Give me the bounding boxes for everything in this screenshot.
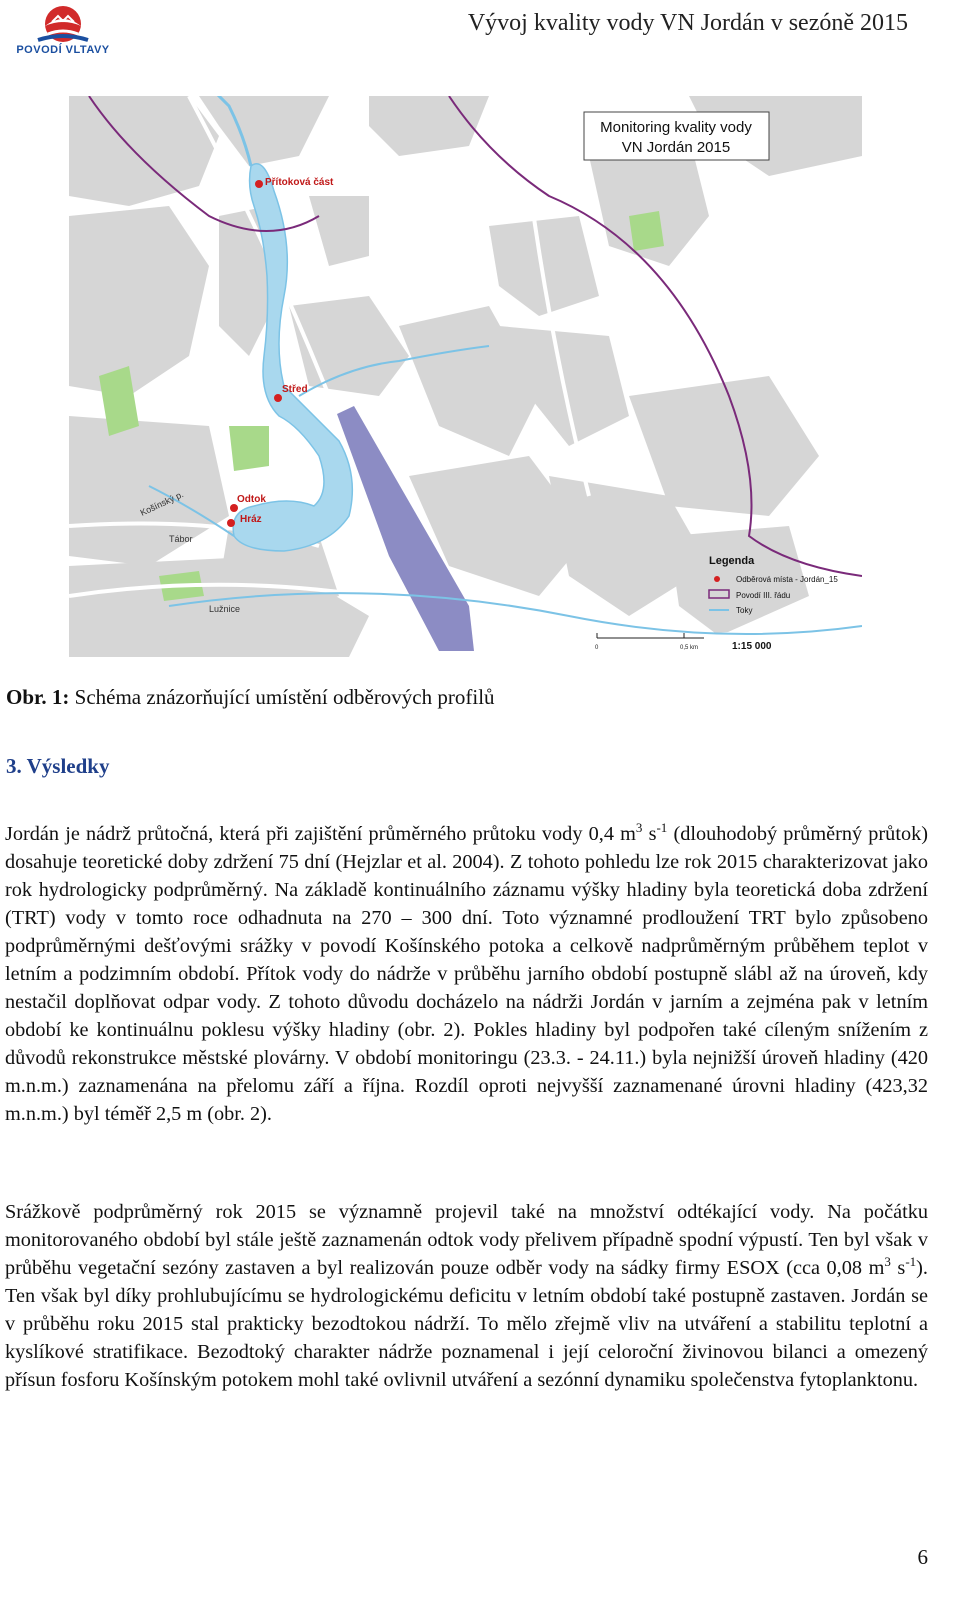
label-tabor: Tábor [169,534,193,544]
label-odtok: Odtok [237,494,266,505]
scale-ratio: 1:15 000 [732,641,772,652]
povodi-vltavy-logo [8,4,118,58]
logo-emblem-icon [8,4,118,48]
paragraph-2-text-c: ). Ten však byl díky prohlubujícímu se hydrologickému deficitu v letním období také postupně zastaven. Jordán se v průběhu roku 2015 stal prakticky bezodtokou nádrží. To mělo zřejmě vliv na utváření a stabilitu teplotní a kyslíkové stratifikace. Bezodtoký charakter nádrže poznamenal i její celoroční živinovou bilanci a omezený přísun fosforu Košínským potokem mohl také ovlivnil utváření a sezónní dynamiku společenstva fytoplanktonu. [5,1257,928,1391]
legend-title: Legenda [709,555,755,567]
paragraph-2 [5,1198,928,1394]
paragraph-2-text-b: s [890,1257,906,1279]
paragraph-2-sup-2: -1 [905,1254,917,1269]
sample-point-odtok [230,504,238,512]
label-stred: Střed [282,384,308,395]
scale-half: 0,5 km [680,645,699,651]
page-header-title: Vývoj kvality vody VN Jordán v sezóně 2015 [467,10,908,36]
scale-zero: 0 [595,645,599,651]
map-title-line2: VN Jordán 2015 [621,139,731,156]
sample-point-hraz [227,519,235,527]
paragraph-1-text-b: s [642,823,657,845]
logo-text: POVODÍ VLTAVY [16,44,110,56]
figure-caption-label: Obr. 1: [6,685,70,709]
paragraph-1-sup-1: 3 [635,820,643,835]
legend-item-rivers: Toky [736,606,753,615]
figure-caption-text: Schéma znázorňující umístění odběrových profilů [69,685,495,709]
monitoring-map [69,96,862,657]
figure-caption [6,685,495,710]
paragraph-1 [5,820,928,1128]
sample-point-pritokova [255,180,263,188]
legend-item-points: Odběrová místa - Jordán_15 [736,575,838,584]
page-number: 6 [917,1545,928,1569]
section-title: 3. Výsledky [6,754,110,778]
label-luznice: Lužnice [209,604,241,614]
label-hraz: Hráz [240,514,262,525]
paragraph-1-sup-2: -1 [656,820,668,835]
paragraph-2-sup-1: 3 [884,1254,891,1269]
label-kosinsky: Košínský p. [138,489,186,518]
sample-point-stred [274,394,282,402]
paragraph-2-text-a: Srážkově podprůměrný rok 2015 se významně projevil také na množství odtékající vody. Na počátku monitorovaného období byl stále ještě zaznamenán odtok vody přelivem případně spodní výpustí. Ten byl však v průběhu vegetační sezóny zastaven a byl realizován pouze odběr vody na sádky firmy ESOX (cca 0,08 m [5,1201,928,1279]
legend-item-boundary: Povodí III. řádu [736,591,791,600]
paragraph-1-text-c: (dlouhodobý průměrný průtok) dosahuje teoretické doby zdržení 75 dní (Hejzlar et al. 2004). Z tohoto pohledu lze rok 2015 charakterizovat jako rok hydrologicky podprůměrný. Na základě kontinuálního záznamu výšky hladiny byla teoretická doba zdržení (TRT) vody v tomto roce odhadnuta na 270 – 300 dní. Toto významné prodloužení TRT bylo způsobeno podprůměrnými dešťovými srážky v povodí Košínského potoka a celkově nadprůměrným průběhem teplot v letním a podzimním období. Přítok vody do nádrže v průběhu jarního období postupně slábl až na úroveň, kdy nestačil doplňovat odpar vody. Z tohoto důvodu docházelo na nádrži Jordán v jarním a zejména pak v letním období ke kontinuálnu poklesu výšky hladiny (obr. 2). Pokles hladiny byl podpořen také cíleným snížením z důvodů rekonstrukce městské plovárny. V období monitoringu (23.3. - 24.11.) byla nejnižší úroveň hladiny (420 m.n.m.) zaznamenána na přelomu září a října. Rozdíl oproti nejvyšší zaznamenané úrovni hladiny (423,32 m.n.m.) byl téměř 2,5 m (obr. 2). [5,823,928,1125]
map-title-line1: Monitoring kvality vody [600,119,752,136]
paragraph-1-text-a: Jordán je nádrž průtočná, která při zajištění průměrného průtoku vody 0,4 m [5,823,636,845]
label-pritokova: Přítoková část [265,177,334,188]
